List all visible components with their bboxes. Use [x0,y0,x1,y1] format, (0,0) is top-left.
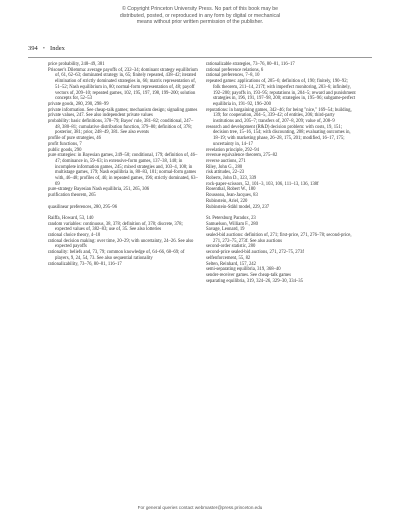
index-entry: St. Petersburg Paradox, 23 [206,215,256,221]
index-entry: revelation principle, 292–94 [206,147,259,153]
index-entry: price probability, 248–49, 381 [48,62,105,67]
index-entry: research and development (R&D) decision problem: with costs, 19, 151; decision tree, 15–16, 154; with discounting, 208; evaluating outcomes in, 18–19; with marketing phase, 26–28, 175, 201; modified, 16–17, 175; uncertainty in, 14–17 [206,124,351,147]
copyright-line: means without prior written permission of the publisher. [136,19,264,26]
index-entry: repeated games: applications of, 205–6; definition of, 190; finitely, 190–92; folk theorem, 211–14, 217f; with imperfect monitoring, 203–6; infinitely, 192–200; payoffs in, 193–95; reputations in, 204–5; reward and punishment strategies in, 196, 191, 197–98, 200; strategies in, 195–96; subgame-perfect equilibria in, 191–92, 196–200 [206,79,356,107]
index-entry: probability: basic definitions, 378–79; Bayes' rule, 381–82; conditional, 247–48, 380–81; cumulative distribution function, 379–80; definition of, 378; posterior, 381; prior, 248–49, 381. See also events [48,119,194,136]
index-entry: Rubinstein-Ståhl model, 229, 237 [206,204,270,210]
copyright-notice [0,6,400,26]
index-entry: rational preference relations, 6 [206,67,264,73]
index-entry: reputations: in bargaining games, 342–46; for being "nice," 169–54; building, 139; for cooperation, 204–5, 339–42; of entities, 206; third-party institutions and, 205–7; transfers of, 207–8, 209; value of, 208–9 [206,107,352,125]
page-header [28,45,65,52]
index-entry: rationalizability, 73–76, 80–81, 116–17 [48,261,122,267]
index-entry: private goods, 280, 290, 298–99 [48,101,109,107]
index-entry: sealed-bid auctions: definition of, 271; first-price, 271, 276–78; second-price, 271, 272–75, 273f. See also auctions [206,233,352,244]
index-entry: profile of pure strategies, 46 [48,136,101,142]
index-entry: Prisoner's Dilemma: average payoffs of, 232–34; dominant strategy equilibrium of, 61, 62–63; dominated strategy in, 65; finitely repeated, 438–42; iterated elimination of strictly dominated strategies in, 66; matrix representation of, 51–52; Nash equilibrium in, 80; normal-form representation of, 48; payoff vectors of, 209–10; repeated games, 102, 195, 197, 198, 199–200; solution concepts for, 52–53 [48,67,198,102]
index-entry: rationalizable strategies, 73–76, 80–81, 116–17 [206,62,295,67]
index-entry: rock-paper-scissors, 52, 101–3, 103, 106, 111–13, 136, 138f [206,181,319,187]
index-entry: private values, 247. See also independent private values [48,113,153,119]
index-entry: Savage, Leonard, 19 [206,227,245,233]
header-separator: • [42,45,46,52]
index-entry: purification theorem, 265 [48,193,96,199]
index-entry: rational decision making: over time, 20–29; with uncertainty, 24–26. See also expected payoffs [48,238,194,250]
index-entry: public goods, 290 [48,147,82,153]
index-entry: sender-receiver games. See cheap-talk games [206,273,291,278]
header-rule [28,57,372,58]
index-entry: pure strategies: in Bayesian games, 249–50; conditional, 179; definition of, 46–47; dominance in, 59–63; in extensive-form games, 137–38, 140; in incomplete information games, 245; mixed strategies and, 103–4, 108; in multistage games, 179; Nash equilibria in, 80–83, 101; normal-form games with, 46–48; profiles of, 46; in repeated games, 196; strictly dominated, 63–69 [48,153,198,187]
index-entry: quasilinear preferences, 280, 295–96 [48,204,118,210]
index-entry: Samuelson, William F., 280 [206,221,258,227]
page-number: 394 [28,45,38,52]
index-entry: revenue equivalence theorem, 275–82 [206,153,278,159]
index-entry: Rousseau, Jean-Jacques, 83 [206,193,258,199]
index-entry: Rubinstein, Ariel, 220 [206,198,248,204]
index-entry: Selten, Reinhard, 157, 242 [206,261,256,267]
index-entry: rational preferences, 7–8, 10 [206,73,260,79]
index-entry: rational choice theory, 4–10 [48,233,101,239]
index-column-right [206,62,356,284]
index-entry: profit functions, 7 [48,141,82,147]
index-entry: second-price sealed-bid auctions, 271, 272–75, 273f [206,250,304,256]
index-entry: risk attitudes, 22–23 [206,170,245,176]
index-entry: pure-strategy Bayesian Nash equilibria, 251, 265, 306 [48,187,150,193]
index-entry: selfenforcement, 55, 82 [206,255,251,261]
copyright-line: © Copyright Princeton University Press. No part of this book may be [121,6,279,12]
index-entry: rationality: beliefs and, 73, 79; common knowledge of, 64–66, 68–69; of players, 9, 24, 54, 73. See also sequential rationality [48,250,185,261]
index-entry: separating equilibria, 319, 324–26, 329–30, 334–35 [206,278,303,284]
index-entry: second-order statistic, 280 [206,244,256,250]
index-entry: Raiffa, Howard, 53, 140 [48,215,94,221]
footer-contact: For general queries contact webmaster@press.princeton.edu [137,505,263,510]
index-entry: reverse auctions, 271 [206,158,246,164]
index-column-left [48,62,198,267]
index-entry: Riley, John G., 280 [206,164,243,170]
index-entry: random variables: continuous, 38, 378; definition of, 378; discrete, 378; expected values of, 382–83; use of, 35. See also lotteries [48,221,183,233]
copyright-line: distributed, posted, or reproduced in any form by digital or mechanical [119,12,281,19]
index-entry: Roberts, John D., 323, 339 [206,176,257,182]
index-entry: private information. See cheap-talk games; mechanism design; signaling games [48,107,198,113]
index-entry: Rosenthal, Robert W., 180 [206,187,256,193]
index-entry: semi-separating equilibria, 319, 368–40 [206,267,281,273]
running-title: Index [50,45,65,52]
